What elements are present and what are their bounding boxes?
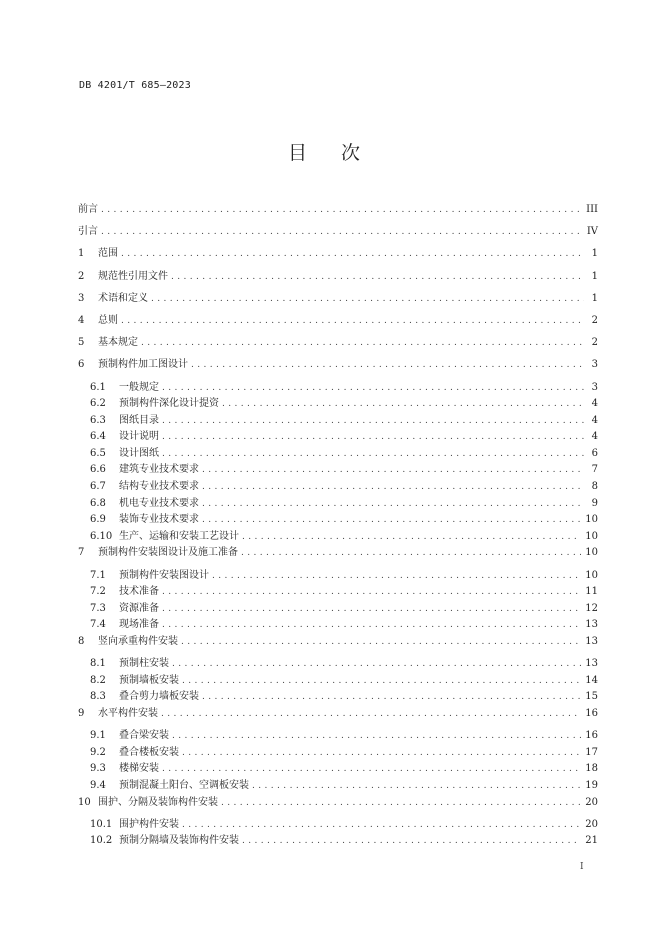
toc-entry-title: 现场准备 bbox=[119, 619, 159, 631]
toc-entry-number: 8.3 bbox=[90, 691, 106, 703]
toc-dot-leader bbox=[162, 432, 584, 442]
toc-entry-title: 范围 bbox=[98, 248, 118, 260]
toc-entry-number: 1 bbox=[78, 248, 85, 260]
toc-dot-leader bbox=[202, 692, 581, 702]
toc-entry-page: III bbox=[586, 204, 598, 215]
toc-entry-number: 2 bbox=[78, 270, 85, 282]
toc-entry-page: 7 bbox=[591, 464, 598, 476]
toc-entry[interactable] bbox=[78, 599, 598, 616]
toc-entry-page: 3 bbox=[591, 359, 598, 371]
toc-entry-number: 9.4 bbox=[90, 779, 106, 791]
toc-dot-leader bbox=[172, 659, 581, 669]
toc-entry-page: 12 bbox=[585, 602, 598, 614]
toc-entry-number: 6.1 bbox=[90, 381, 106, 393]
toc-dot-leader bbox=[162, 449, 584, 459]
toc-entry-number: 4 bbox=[78, 314, 85, 326]
toc-entry[interactable] bbox=[78, 289, 598, 311]
toc-entry-number: 9.1 bbox=[90, 730, 106, 742]
toc-dot-leader bbox=[121, 249, 584, 259]
toc-dot-leader bbox=[162, 620, 581, 630]
toc-dot-leader bbox=[181, 637, 581, 647]
toc-entry-number: 6.10 bbox=[90, 530, 113, 542]
toc-entry-title: 叠合楼板安装 bbox=[119, 746, 179, 758]
toc-entry[interactable] bbox=[78, 411, 598, 428]
toc-entry[interactable] bbox=[78, 333, 598, 355]
toc-entry-page: 1 bbox=[591, 270, 598, 282]
toc-dot-leader bbox=[182, 820, 581, 830]
toc-entry-page: 13 bbox=[585, 636, 598, 647]
toc-entry[interactable] bbox=[78, 527, 598, 544]
toc-entry-number: 8.2 bbox=[90, 674, 106, 686]
toc-entry-page: 20 bbox=[585, 796, 598, 808]
toc-entry[interactable] bbox=[78, 615, 598, 632]
toc-dot-leader bbox=[222, 399, 584, 409]
toc-entry-page: 17 bbox=[585, 746, 598, 758]
toc-entry-number: 6.2 bbox=[90, 398, 106, 410]
toc-entry-number: 3 bbox=[78, 292, 85, 304]
toc-entry-title: 装饰专业技术要求 bbox=[119, 514, 199, 526]
toc-dot-leader bbox=[162, 416, 584, 426]
toc-dot-leader bbox=[171, 272, 584, 282]
toc-entry-title: 引言 bbox=[78, 226, 98, 238]
toc-dot-leader bbox=[221, 798, 581, 808]
toc-entry-title: 术语和定义 bbox=[98, 292, 148, 304]
toc-entry-page: IV bbox=[586, 226, 598, 238]
toc-entry-page: 10 bbox=[585, 514, 598, 526]
document-code: DB 4201/T 685—2023 bbox=[79, 80, 191, 91]
toc-entry[interactable] bbox=[78, 200, 598, 222]
toc-dot-leader bbox=[252, 781, 581, 791]
toc-dot-leader bbox=[202, 465, 584, 475]
toc-entry[interactable] bbox=[78, 494, 598, 511]
toc-entry-page: 13 bbox=[585, 658, 598, 670]
toc-entry-title: 预制分隔墙及装饰构件安装 bbox=[119, 835, 239, 847]
toc-entry[interactable] bbox=[78, 776, 598, 793]
toc-entry-number: 8.1 bbox=[90, 658, 106, 670]
toc-entry[interactable] bbox=[78, 759, 598, 776]
toc-dot-leader bbox=[242, 532, 581, 542]
toc-entry-title: 预制混凝土阳台、空调板安装 bbox=[119, 779, 249, 791]
toc-entry[interactable] bbox=[78, 654, 598, 671]
toc-entry-title: 前言 bbox=[78, 204, 98, 215]
toc-entry-page: 8 bbox=[591, 481, 598, 493]
toc-entry[interactable] bbox=[78, 311, 598, 333]
toc-entry-number: 10.2 bbox=[90, 835, 113, 847]
toc-entry[interactable] bbox=[78, 267, 598, 289]
toc-entry[interactable] bbox=[78, 355, 598, 377]
toc-entry-title: 预制构件深化设计提资 bbox=[119, 398, 219, 410]
toc-dot-leader bbox=[172, 731, 581, 741]
toc-entry-title: 预制墙板安装 bbox=[119, 674, 179, 686]
toc-entry-page: 1 bbox=[591, 248, 598, 260]
toc-entry[interactable] bbox=[78, 460, 598, 477]
toc-entry-page: 16 bbox=[585, 707, 598, 719]
toc-entry-number: 6.5 bbox=[90, 447, 106, 459]
toc-entry-title: 叠合梁安装 bbox=[119, 730, 169, 742]
toc-dot-leader bbox=[191, 360, 584, 370]
toc-entry-number: 7.1 bbox=[90, 569, 106, 581]
toc-dot-leader bbox=[212, 571, 581, 581]
toc-entry-title: 资源准备 bbox=[119, 602, 159, 614]
toc-entry-page: 18 bbox=[585, 763, 598, 775]
toc-entry-number: 10 bbox=[78, 796, 91, 808]
toc-entry-page: 11 bbox=[585, 586, 598, 598]
toc-entry-page: 4 bbox=[591, 431, 598, 443]
toc-entry-title: 图纸目录 bbox=[119, 414, 159, 426]
toc-entry-title: 设计说明 bbox=[119, 431, 159, 443]
toc-entry-number: 7 bbox=[78, 547, 85, 559]
toc-entry[interactable] bbox=[78, 427, 598, 444]
toc-entry-number: 9.2 bbox=[90, 746, 106, 758]
toc-dot-leader bbox=[162, 764, 581, 774]
toc-entry[interactable] bbox=[78, 222, 598, 244]
toc-entry-page: 10 bbox=[585, 530, 598, 542]
toc-entry-page: 4 bbox=[591, 414, 598, 426]
toc-dot-leader bbox=[151, 294, 584, 304]
toc-entry-title: 设计图纸 bbox=[119, 447, 159, 459]
toc-entry-number: 7.4 bbox=[90, 619, 106, 631]
toc-dot-leader bbox=[202, 482, 584, 492]
toc-entry[interactable] bbox=[78, 815, 598, 832]
toc-entry-title: 预制构件安装图设计 bbox=[119, 569, 209, 581]
toc-entry-page: 2 bbox=[591, 314, 598, 326]
toc-entry-number: 6.8 bbox=[90, 497, 106, 509]
toc-entry[interactable] bbox=[78, 477, 598, 494]
toc-entry-page: 21 bbox=[585, 835, 598, 847]
toc-entry[interactable] bbox=[78, 378, 598, 395]
toc-dot-leader bbox=[101, 205, 582, 215]
toc-entry-number: 8 bbox=[78, 636, 85, 647]
toc-dot-leader bbox=[141, 338, 584, 348]
toc-dot-leader bbox=[161, 709, 581, 719]
toc-entry-title: 预制柱安装 bbox=[119, 658, 169, 670]
toc-entry[interactable] bbox=[78, 244, 598, 266]
toc-entry-title: 生产、运输和安装工艺设计 bbox=[119, 530, 239, 542]
toc-entry-number: 9.3 bbox=[90, 763, 106, 775]
toc-entry-title: 水平构件安装 bbox=[98, 707, 158, 719]
toc-entry[interactable] bbox=[78, 831, 598, 848]
toc-entry[interactable] bbox=[78, 510, 598, 527]
toc-entry-number: 6.9 bbox=[90, 514, 106, 526]
toc-entry-page: 19 bbox=[585, 779, 598, 791]
toc-entry[interactable] bbox=[78, 632, 598, 654]
toc-dot-leader bbox=[162, 383, 584, 393]
toc-entry-title: 规范性引用文件 bbox=[98, 270, 168, 282]
toc-entry[interactable] bbox=[78, 726, 598, 743]
toc-entry[interactable] bbox=[78, 394, 598, 411]
toc-entry[interactable] bbox=[78, 543, 598, 565]
toc-entry-page: 20 bbox=[585, 818, 598, 830]
toc-entry-number: 7.2 bbox=[90, 586, 106, 598]
toc-entry-number: 10.1 bbox=[90, 818, 113, 830]
toc-entry-page: 15 bbox=[585, 691, 598, 703]
toc-entry-number: 5 bbox=[78, 337, 85, 349]
toc-dot-leader bbox=[202, 499, 584, 509]
toc-entry-number: 6.4 bbox=[90, 431, 106, 443]
toc-entry-title: 围护构件安装 bbox=[119, 818, 179, 830]
toc-entry-title: 竖向承重构件安装 bbox=[98, 636, 178, 647]
toc-entry[interactable] bbox=[78, 743, 598, 760]
toc-entry-title: 预制构件加工图设计 bbox=[98, 359, 188, 371]
page-title: 目 次 bbox=[287, 142, 375, 164]
toc-entry-number: 7.3 bbox=[90, 602, 106, 614]
toc-entry-title: 总则 bbox=[98, 314, 118, 326]
toc-entry-page: 4 bbox=[591, 398, 598, 410]
toc-dot-leader bbox=[162, 587, 581, 597]
toc-entry-number: 6.6 bbox=[90, 464, 106, 476]
toc-entry[interactable] bbox=[78, 793, 598, 815]
toc-entry[interactable] bbox=[78, 444, 598, 461]
toc-entry-page: 2 bbox=[591, 337, 598, 349]
toc-entry[interactable] bbox=[78, 566, 598, 583]
toc-entry-number: 6 bbox=[78, 359, 85, 371]
toc-entry-page: 14 bbox=[585, 674, 598, 686]
table-of-contents bbox=[78, 200, 598, 848]
toc-entry[interactable] bbox=[78, 582, 598, 599]
toc-dot-leader bbox=[121, 316, 584, 326]
toc-entry-page: 10 bbox=[585, 569, 598, 581]
toc-entry-title: 围护、分隔及装饰构件安装 bbox=[98, 796, 218, 808]
toc-dot-leader bbox=[241, 548, 581, 558]
toc-entry-title: 预制构件安装图设计及施工准备 bbox=[98, 547, 238, 559]
toc-entry-title: 建筑专业技术要求 bbox=[119, 464, 199, 476]
toc-entry[interactable] bbox=[78, 687, 598, 704]
toc-entry[interactable] bbox=[78, 704, 598, 726]
toc-entry-page: 16 bbox=[585, 730, 598, 742]
toc-entry-page: 3 bbox=[591, 381, 598, 393]
toc-entry-number: 6.3 bbox=[90, 414, 106, 426]
toc-entry-title: 结构专业技术要求 bbox=[119, 481, 199, 493]
toc-dot-leader bbox=[182, 748, 581, 758]
toc-dot-leader bbox=[101, 227, 583, 237]
page-number: I bbox=[580, 862, 584, 872]
toc-entry-number: 9 bbox=[78, 707, 85, 719]
toc-entry-page: 10 bbox=[585, 547, 598, 559]
toc-entry-page: 1 bbox=[591, 292, 598, 304]
toc-entry-number: 6.7 bbox=[90, 481, 106, 493]
toc-dot-leader bbox=[162, 604, 581, 614]
toc-entry-title: 基本规定 bbox=[98, 337, 138, 349]
toc-entry-title: 机电专业技术要求 bbox=[119, 497, 199, 509]
toc-entry-title: 一般规定 bbox=[119, 381, 159, 393]
toc-dot-leader bbox=[242, 836, 581, 846]
toc-entry-title: 叠合剪力墙板安装 bbox=[119, 691, 199, 703]
toc-entry-page: 13 bbox=[585, 619, 598, 631]
toc-entry-page: 6 bbox=[591, 447, 598, 459]
toc-entry-title: 技术准备 bbox=[119, 586, 159, 598]
toc-entry-page: 9 bbox=[591, 497, 598, 509]
toc-dot-leader bbox=[202, 515, 581, 525]
toc-dot-leader bbox=[182, 676, 581, 686]
toc-entry[interactable] bbox=[78, 671, 598, 688]
toc-entry-title: 楼梯安装 bbox=[119, 763, 159, 775]
